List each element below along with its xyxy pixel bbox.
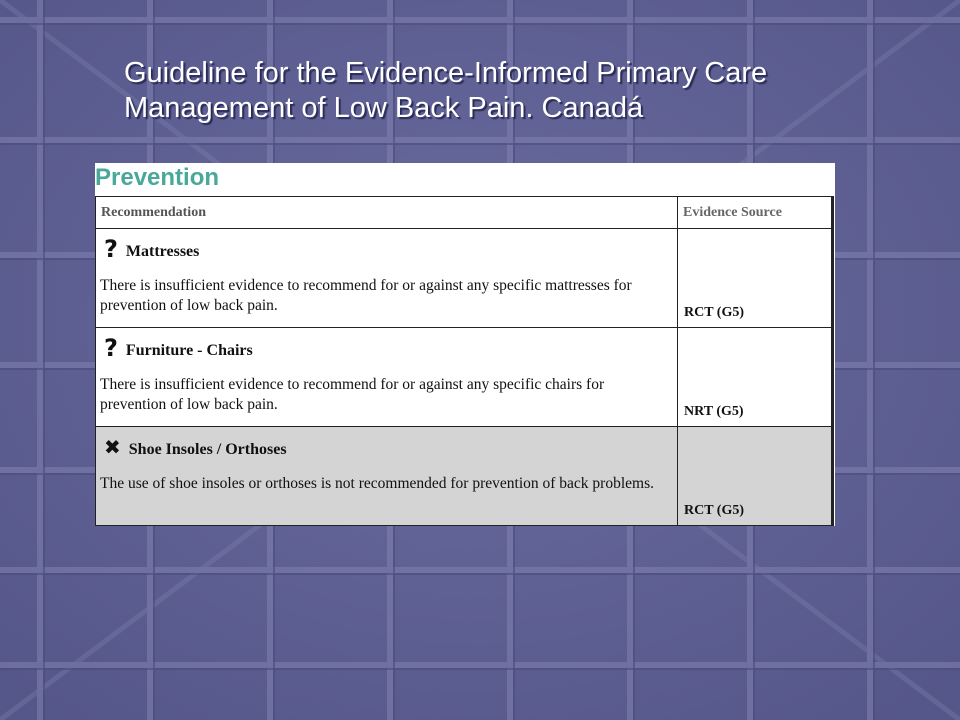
evidence-source: RCT (G5)	[684, 305, 745, 320]
evidence-source: RCT (G5)	[684, 503, 745, 518]
table-header-row	[96, 197, 833, 229]
recommendation-cell	[96, 229, 678, 328]
recommendation-text: The use of shoe insoles or orthoses is not recommended for prevention of back problems.	[100, 475, 654, 492]
table-row	[96, 229, 833, 328]
recommendation-title-text: Furniture - Chairs	[125, 342, 253, 359]
recommendation-title	[104, 237, 199, 261]
slide-title	[124, 56, 884, 126]
recommendation-cell	[96, 328, 678, 427]
section-heading: Prevention	[95, 164, 220, 191]
table-row	[96, 328, 833, 427]
table-row	[96, 427, 833, 526]
column-header-evidence-source: Evidence Source	[678, 197, 833, 229]
recommendation-cell	[96, 427, 678, 526]
recommendation-title	[104, 435, 287, 459]
question-icon: ?	[104, 235, 118, 263]
slide-title-line1: Guideline for the Evidence-Informed Primary Care	[124, 57, 768, 89]
recommendation-title	[104, 336, 253, 360]
column-header-recommendation: Recommendation	[96, 197, 678, 229]
guideline-panel	[95, 163, 835, 526]
evidence-cell	[678, 427, 833, 526]
evidence-source: NRT (G5)	[684, 404, 744, 419]
recommendation-text: There is insufficient evidence to recommend for or against any specific chairs for prevention of low back pain.	[100, 376, 605, 413]
x-mark-icon: ✖	[104, 435, 121, 459]
recommendation-title-text: Mattresses	[125, 243, 200, 260]
evidence-cell	[678, 229, 833, 328]
recommendation-text: There is insufficient evidence to recommend for or against any specific mattresses for prevention of low back pain.	[100, 277, 632, 314]
recommendation-title-text: Shoe Insoles / Orthoses	[128, 441, 287, 458]
slide-title-line2: Management of Low Back Pain. Canadá	[124, 92, 644, 124]
evidence-cell	[678, 328, 833, 427]
question-icon: ?	[104, 334, 118, 362]
recommendation-table	[95, 196, 834, 526]
